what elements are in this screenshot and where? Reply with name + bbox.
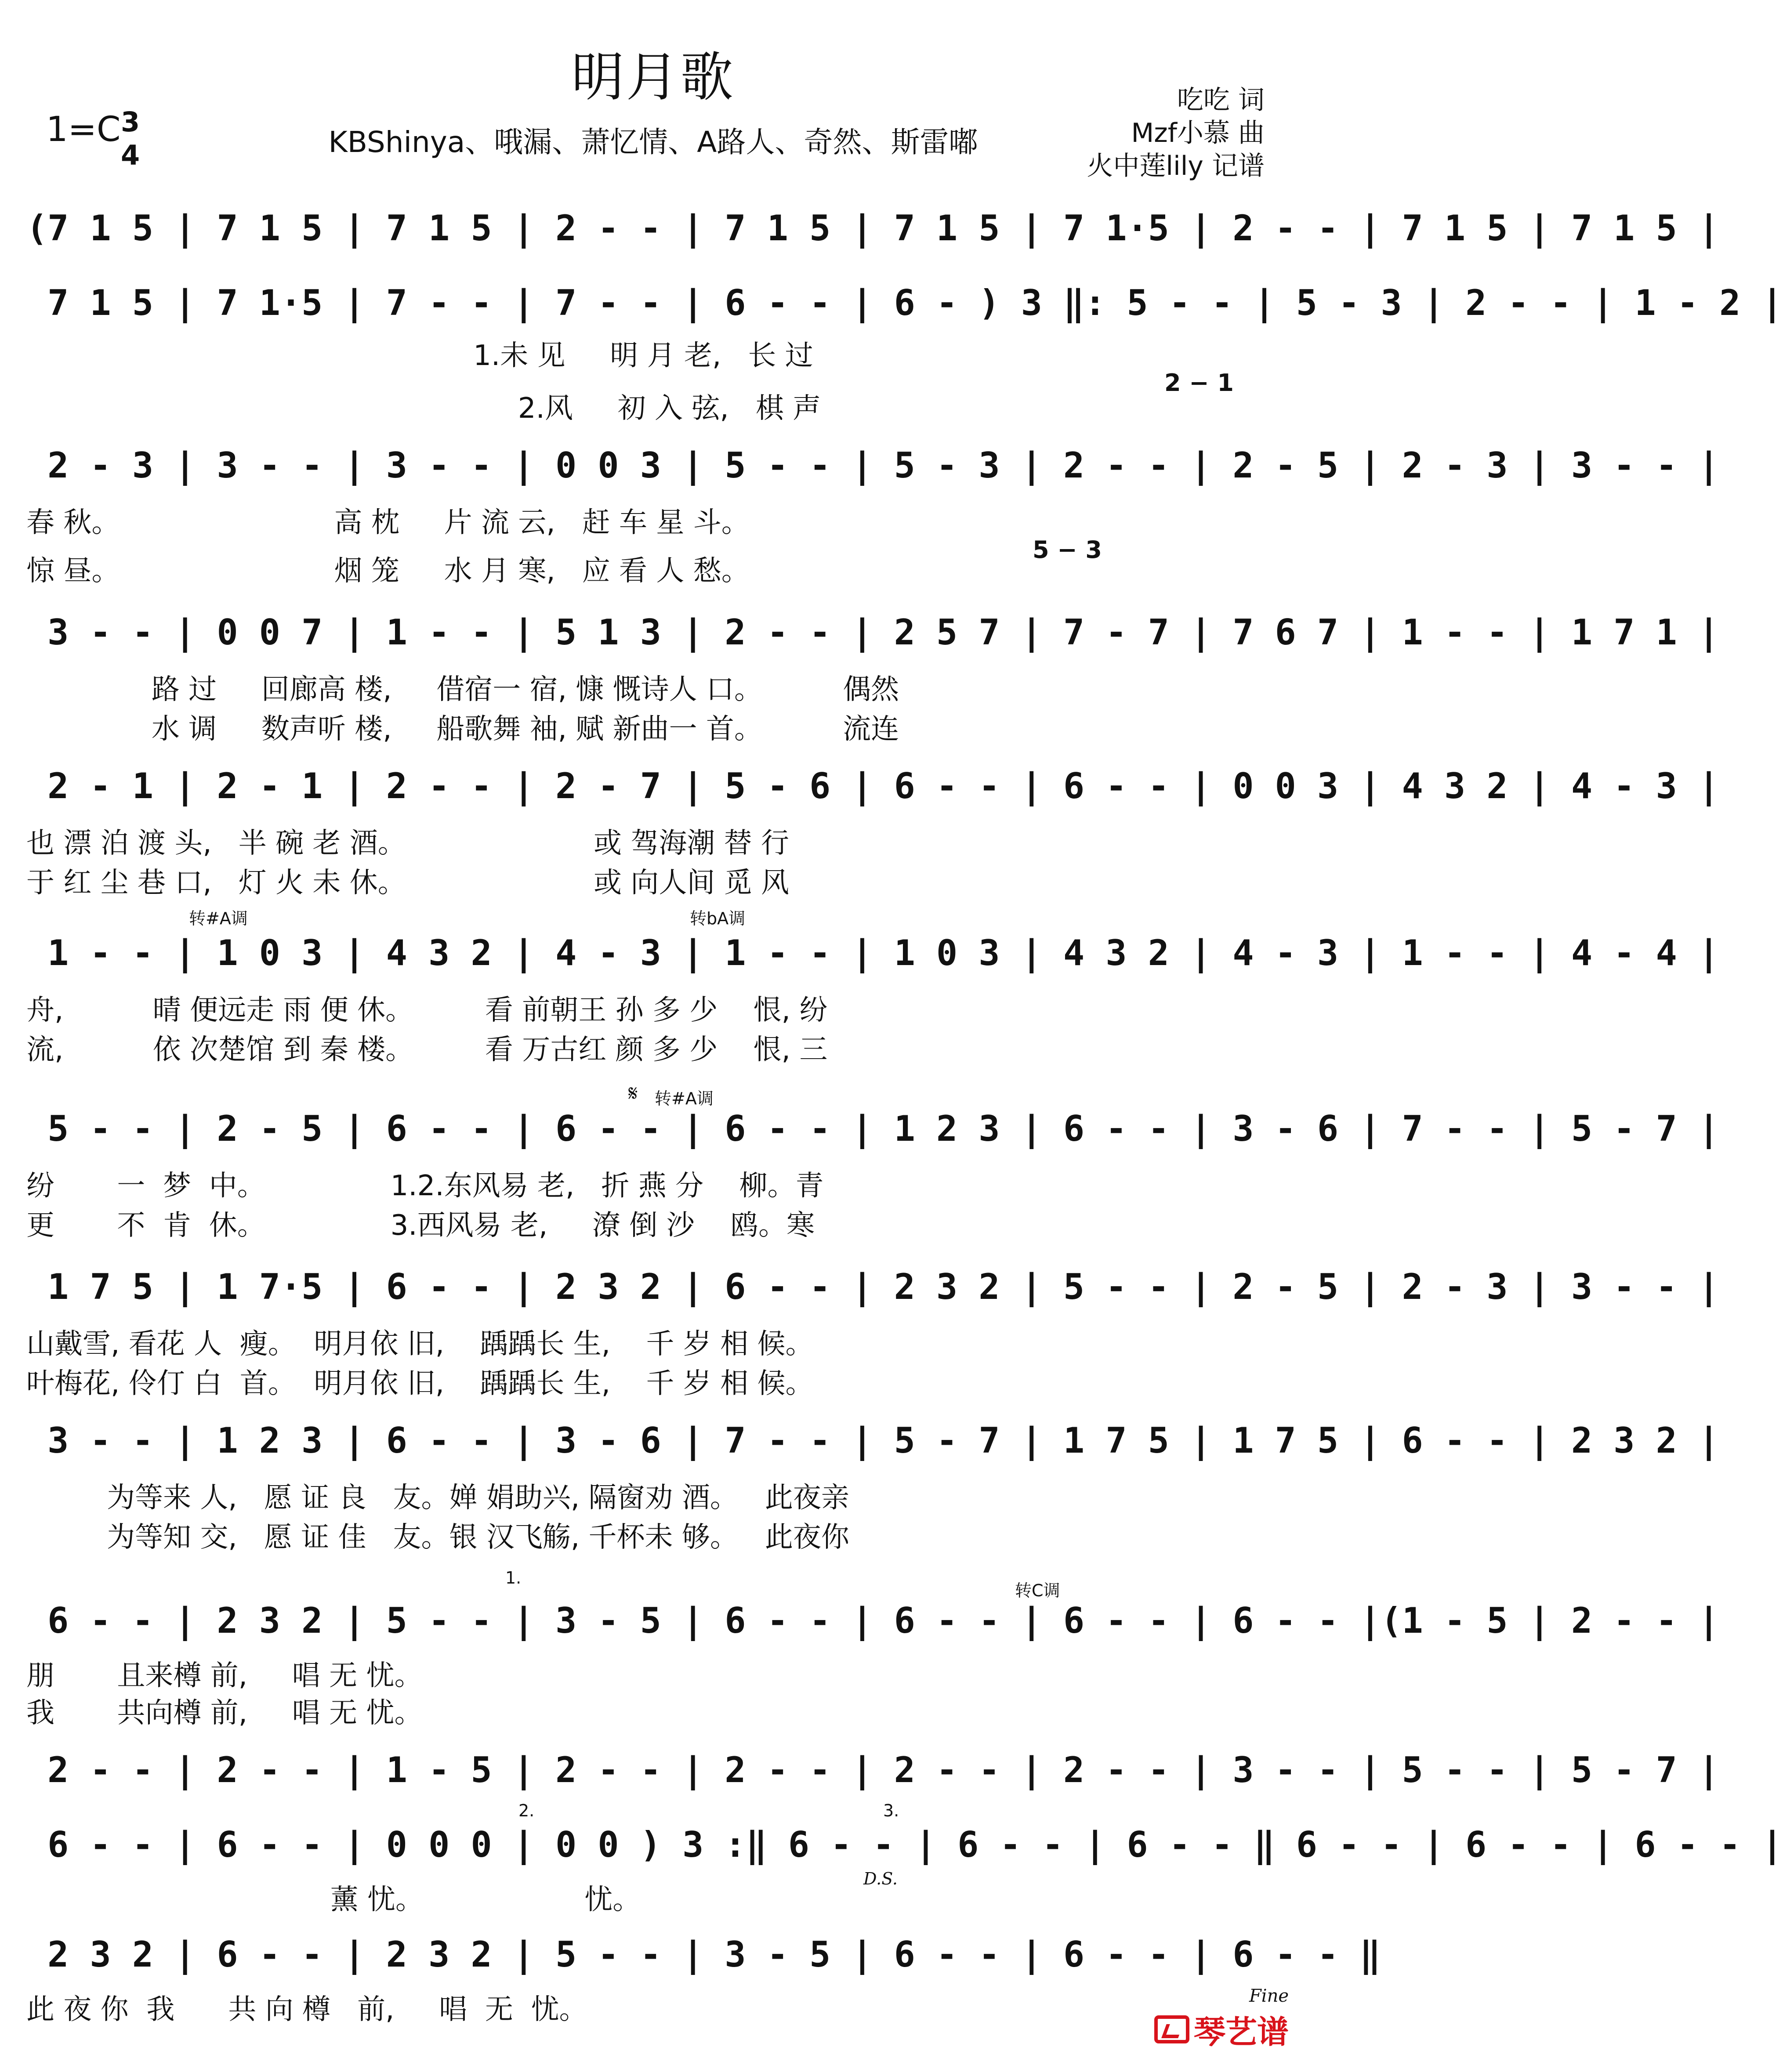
score-row-1-music: (7 1 5 | 7 1 5 | 7 1 5 | 2 - - | 7 1 5 | 7 1 5 | 7 1·5 | 2 - - | 7 1 5 | 7 1 5 | (26, 208, 1720, 249)
score-row-9-music: 3 - - | 1 2 3 | 6 - - | 3 - 6 | 7 - - | 5 - 7 | 1 7 5 | 1 7 5 | 6 - - | 2 3 2 | (26, 1420, 1720, 1461)
key-signature: 1=C (46, 110, 121, 149)
score-row-12-lyric-1: 薰 忧。 忧。 (26, 1884, 641, 1916)
score-row-3-music: 2 - 3 | 3 - - | 3 - - | 0 0 3 | 5 - - | 5 - 3 | 2 - - | 2 - 5 | 2 - 3 | 3 - - | (26, 445, 1720, 486)
time-signature-bottom: 4 (121, 139, 140, 171)
transcriber: 火中莲lily 记谱 (1087, 151, 1265, 181)
score-row-4-lyric-1: 路 过 回廊高 楼, 借宿一 宿, 慷 慨诗人 口。 偶然 (26, 673, 899, 706)
modulation-mark-2: 转bA调 (690, 909, 746, 928)
score-row-2-music: 7 1 5 | 7 1·5 | 7 - - | 7 - - | 6 - - | 6 - ) 3 ‖: 5 - - | 5 - 3 | 2 - - | 1 - 2 | (26, 282, 1783, 323)
score-row-8-lyric-1: 山戴雪, 看花 人 瘦。 明月依 旧, 踽踽长 生, 千 岁 相 候。 (26, 1328, 814, 1360)
lyricist: 吃吃 词 (1177, 85, 1265, 116)
modulation-mark-4: 转C调 (1015, 1581, 1060, 1600)
score-row-5-lyric-1: 也 漂 泊 渡 头, 半 碗 老 酒。 或 驾海潮 替 行 (26, 827, 790, 860)
score-row-3-lyric-2: 惊 昼。 烟 笼 水 月 寒, 应 看 人 愁。 (26, 555, 750, 587)
score-row-8-music: 1 7 5 | 1 7·5 | 6 - - | 2 3 2 | 6 - - | 2 3 2 | 5 - - | 2 - 5 | 2 - 3 | 3 - - | (26, 1266, 1720, 1307)
logo-icon (1154, 2015, 1189, 2043)
score-row-6-music: 1 - - | 1 0 3 | 4 3 2 | 4 - 3 | 1 - - | 1 0 3 | 4 3 2 | 4 - 3 | 1 - - | 4 - 4 | (26, 933, 1720, 973)
score-row-4-music: 3 - - | 0 0 7 | 1 - - | 5 1 3 | 2 - - | 2 5 7 | 7 - 7 | 7 6 7 | 1 - - | 1 7 1 | (26, 612, 1720, 653)
modulation-mark-3: 转#A调 (655, 1089, 714, 1108)
score-row-7-lyric-2: 更 不 肯 休。 3.西风易 老, 潦 倒 沙 鸥。寒 (26, 1209, 815, 1242)
site-logo (1154, 2007, 1289, 2052)
score-row-6-lyric-2: 流, 依 次楚馆 到 秦 楼。 看 万古红 颜 多 少 恨, 三 (26, 1034, 828, 1066)
score-row-9-lyric-1: 为等来 人, 愿 证 良 友。婵 娟助兴, 隔窗劝 酒。 此夜亲 (26, 1482, 849, 1514)
score-row-2-lyric-2: 2.风 初 入 弦, 棋 声 (26, 392, 821, 425)
fine-mark: Fine (1249, 1986, 1289, 2006)
singers: KBShinya、哦漏、萧忆情、A路人、奇然、斯雷嘟 (328, 125, 978, 159)
score-row-4-lyric-2: 水 调 数声听 楼, 船歌舞 袖, 赋 新曲一 首。 流连 (26, 713, 899, 745)
score-row-11-music: 2 - - | 2 - - | 1 - 5 | 2 - - | 2 - - | 2 - - | 2 - - | 3 - - | 5 - - | 5 - 7 | (26, 1750, 1720, 1790)
volta-2: 2. (518, 1801, 535, 1820)
score-row-10-music: 6 - - | 2 3 2 | 5 - - | 3 - 5 | 6 - - | 6 - - | 6 - - | 6 - - |(1 - 5 | 2 - - | (26, 1600, 1720, 1641)
ds-mark: D.S. (863, 1869, 898, 1888)
volta-1: 1. (505, 1568, 522, 1587)
modulation-mark-1: 转#A调 (189, 909, 248, 928)
score-row-2-lyric-1: 1.未 见 明 月 老, 长 过 (26, 340, 813, 372)
score-row-8-lyric-2: 叶梅花, 伶仃 白 首。 明月依 旧, 踽踽长 生, 千 岁 相 候。 (26, 1367, 814, 1400)
score-row-5-lyric-2: 于 红 尘 巷 口, 灯 火 未 休。 或 向人间 觅 风 (26, 867, 790, 899)
logo-text: 琴艺谱 (1193, 2014, 1289, 2050)
score-row-5-music: 2 - 1 | 2 - 1 | 2 - - | 2 - 7 | 5 - 6 | 6 - - | 6 - - | 0 0 3 | 4 3 2 | 4 - 3 | (26, 766, 1720, 806)
time-signature-top: 3 (121, 106, 140, 138)
score-row-7-lyric-1: 纷 一 梦 中。 1.2.东风易 老, 折 燕 分 柳。青 (26, 1170, 824, 1202)
harmony-note-2: 5 − 3 (1033, 536, 1102, 564)
score-row-10-lyric-2: 我 共向樽 前, 唱 无 忧。 (26, 1697, 423, 1729)
segno-icon: 𝄋 (628, 1081, 638, 1106)
score-row-6-lyric-1: 舟, 晴 便远走 雨 便 休。 看 前朝王 孙 多 少 恨, 纷 (26, 994, 828, 1027)
volta-3: 3. (883, 1801, 899, 1820)
score-row-12-music: 6 - - | 6 - - | 0 0 0 | 0 0 ) 3 :‖ 6 - - | 6 - - | 6 - - ‖ 6 - - | 6 - - | 6 - - | (26, 1824, 1783, 1865)
score-row-7-music: 5 - - | 2 - 5 | 6 - - | 6 - - | 6 - - | 1 2 3 | 6 - - | 3 - 6 | 7 - - | 5 - 7 | (26, 1108, 1720, 1149)
score-row-10-lyric-1: 朋 且来樽 前, 唱 无 忧。 (26, 1660, 423, 1692)
score-row-9-lyric-2: 为等知 交, 愿 证 佳 友。银 汉飞觞, 千杯未 够。 此夜你 (26, 1521, 849, 1554)
score-row-3-lyric-1: 春 秋。 高 枕 片 流 云, 赶 车 星 斗。 (26, 506, 750, 539)
score-row-13-music: 2 3 2 | 6 - - | 2 3 2 | 5 - - | 3 - 5 | 6 - - | 6 - - | 6 - - ‖ (26, 1934, 1381, 1975)
composer: Mzf小慕 曲 (1131, 118, 1265, 148)
harmony-note-1: 2 − 1 (1164, 369, 1234, 397)
song-title: 明月歌 (571, 47, 735, 108)
score-row-13-lyric-1: 此 夜 你 我 共 向 樽 前, 唱 无 忧。 (26, 1993, 587, 2026)
